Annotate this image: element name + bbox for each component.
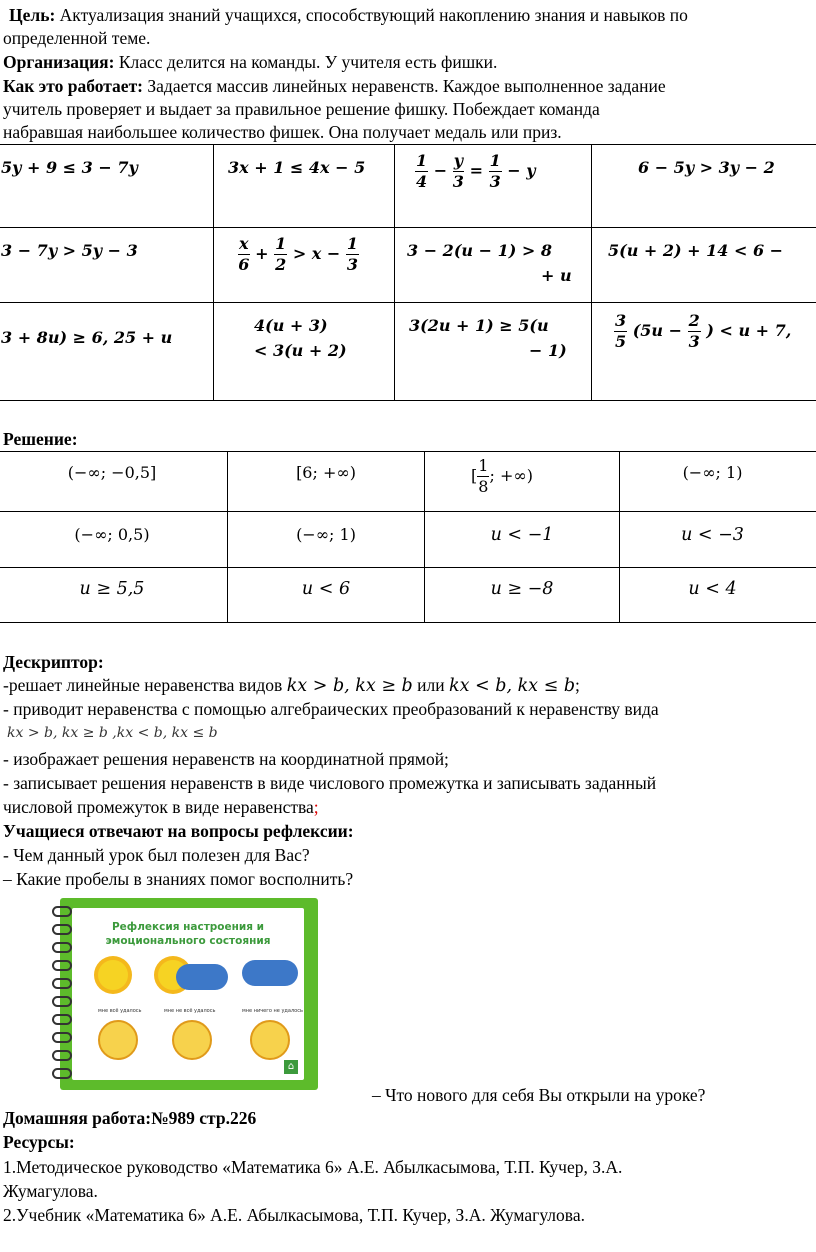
reflection-card <box>72 908 304 1080</box>
solution-cell <box>620 512 816 568</box>
descriptor-label-text: Дескриптор: <box>3 652 104 672</box>
solution-cell <box>228 512 425 568</box>
reflection-question-3: – Что нового для себя Вы открыли на уроке? <box>372 1085 706 1105</box>
descriptor-item-4-line-1: - записывает решения неравенств в виде числового промежутка и записывать заданный <box>3 773 657 793</box>
descriptor-item-1: -решает линейные неравенства видов kx > b, kx ≥ b или kx < b, kx ≤ b; <box>3 675 580 696</box>
solution-value: u < −3 <box>681 525 744 545</box>
goal-label: Цель: <box>9 5 56 25</box>
task-inequality: 6 − 5y > 3y − 2 <box>638 158 775 177</box>
resource-1-line-1: 1.Методическое руководство «Математика 6» А.Е. Абылкасымова, Т.П. Кучер, З.А. <box>3 1157 623 1177</box>
organization-line <box>3 51 497 74</box>
task-cell <box>592 145 816 228</box>
how-line-1 <box>3 75 666 98</box>
binder-ring-icon <box>52 1050 72 1061</box>
sad-face-icon <box>250 1020 290 1060</box>
home-icon[interactable]: ⌂ <box>284 1060 298 1074</box>
solution-value: u ≥ 5,5 <box>79 579 145 599</box>
solution-cell <box>228 452 425 512</box>
reflection-label <box>3 820 354 843</box>
task-cell <box>0 145 214 228</box>
binder-ring-icon <box>52 1068 72 1079</box>
task-inequality-fractions: $\frac{1}{4}$ − $\frac{y}{3}$ = $\frac{1}{3}$ − y <box>416 151 536 191</box>
task-cell <box>395 145 592 228</box>
task-inequality: 5(u + 2) + 14 < 6 − <box>608 241 784 260</box>
solution-cell <box>425 568 620 623</box>
descriptor-item-2: - приводит неравенства с помощью алгебраических преобразований к неравенству вида <box>3 699 659 719</box>
how-line-3: набравшая наибольшее количество фишек. Она получает медаль или приз. <box>3 122 562 142</box>
resources-label <box>3 1131 75 1154</box>
homework-line <box>3 1107 256 1130</box>
reflection-question-2: – Какие пробелы в знаниях помог восполнить? <box>3 869 354 889</box>
solution-value: (−∞; −0,5] <box>67 463 157 482</box>
solution-table <box>0 451 816 623</box>
task-cell <box>395 303 592 401</box>
binder-ring-icon <box>52 960 72 971</box>
solution-value: u < 6 <box>301 579 351 599</box>
task-cell <box>592 303 816 401</box>
task-inequality-fractions: $\frac{x}{6}$ + $\frac{1}{2}$ > x − $\frac{1}{3}$ <box>238 234 359 274</box>
task-inequality: 3x + 1 ≤ 4x − 5 <box>228 158 366 177</box>
tasks-table <box>0 144 816 401</box>
task-inequality <box>214 303 394 363</box>
descriptor-item-2-formula: kx > b, kx ≥ b ,kx < b, kx ≤ b <box>7 725 218 741</box>
solution-cell <box>620 568 816 623</box>
laughing-face-icon <box>98 1020 138 1060</box>
task-inequality: 3 − 7y > 5y − 3 <box>1 241 138 260</box>
goal-line-2: определенной теме. <box>3 28 151 48</box>
resources-label-text: Ресурсы: <box>3 1132 75 1152</box>
reflection-label-text: Учащиеся отвечают на вопросы рефлексии: <box>3 821 354 841</box>
solution-cell <box>0 452 228 512</box>
solution-value: (−∞; 0,5) <box>74 525 150 544</box>
task-inequality <box>395 228 591 288</box>
solution-value: [ $\frac{1}{8}$ ; +∞) <box>471 456 533 496</box>
cloud-icon <box>242 960 298 986</box>
solution-cell <box>425 452 620 512</box>
binder-ring-icon <box>52 906 72 917</box>
sun-icon <box>98 960 128 990</box>
solution-cell <box>228 568 425 623</box>
neutral-face-icon <box>172 1020 212 1060</box>
goal-text: Актуализация знаний учащихся, способствующий накоплению знания и навыков по <box>55 5 688 25</box>
how-label: Как это работает: <box>3 76 143 96</box>
binder-ring-icon <box>52 996 72 1007</box>
binder-ring-icon <box>52 978 72 989</box>
task-inequality: 5y + 9 ≤ 3 − 7y <box>1 158 138 177</box>
goal-line-1 <box>9 4 688 27</box>
how-text-1: Задается массив линейных неравенств. Каждое выполненное задание <box>143 76 666 96</box>
task-inequality: 3 + 8u) ≥ 6, 25 + u <box>1 328 173 347</box>
org-text: Класс делится на команды. У учителя есть фишки. <box>114 52 498 72</box>
mood-caption: мне всё удалось <box>98 1008 142 1014</box>
resource-1-line-2: Жумагулова. <box>3 1181 98 1201</box>
solution-cell <box>425 512 620 568</box>
solution-value: u < −1 <box>490 525 554 545</box>
how-line-2: учитель проверяет и выдает за правильное решение фишку. Побеждает команда <box>3 99 600 119</box>
solution-value: u ≥ −8 <box>490 579 554 599</box>
reflection-question-1: - Чем данный урок был полезен для Вас? <box>3 845 310 865</box>
solution-label <box>3 428 78 451</box>
task-cell <box>214 145 395 228</box>
binder-ring-icon <box>52 1032 72 1043</box>
solution-value: u < 4 <box>688 579 737 599</box>
org-label: Организация: <box>3 52 115 72</box>
task-cell <box>0 303 214 401</box>
reflection-card-title: Рефлексия настроения и эмоционального состояния <box>105 921 271 947</box>
task-cell <box>214 303 395 401</box>
task-line: − 1) <box>529 341 567 360</box>
cloud-icon <box>176 964 228 990</box>
mood-caption: мне не всё удалось <box>164 1008 216 1014</box>
mood-caption: мне ничего не удалось <box>242 1008 303 1014</box>
binder-ring-icon <box>52 1014 72 1025</box>
task-line: < 3(u + 2) <box>254 341 347 360</box>
solution-label-text: Решение: <box>3 429 78 449</box>
task-cell <box>592 228 816 303</box>
binder-ring-icon <box>52 924 72 935</box>
task-cell <box>395 228 592 303</box>
resource-2: 2.Учебник «Математика 6» А.Е. Абылкасымова, Т.П. Кучер, З.А. Жумагулова. <box>3 1205 585 1225</box>
descriptor-item-3: - изображает решения неравенств на координатной прямой; <box>3 749 449 769</box>
task-inequality-fractions: $\frac{3}{5}$ (5u − $\frac{2}{3}$ ) < u + 7, <box>615 311 792 351</box>
solution-cell <box>620 452 816 512</box>
solution-cell <box>0 512 228 568</box>
binder-ring-icon <box>52 942 72 953</box>
solution-value: (−∞; 1) <box>296 525 356 544</box>
task-line: + u <box>541 266 572 285</box>
descriptor-item-4-line-2: числовой промежуток в виде неравенства; <box>3 797 319 817</box>
homework-text: Домашняя работа:№989 стр.226 <box>3 1108 257 1128</box>
task-line: 3(2u + 1) ≥ 5(u <box>409 316 549 335</box>
task-cell <box>0 228 214 303</box>
task-line: 3 − 2(u − 1) > 8 <box>407 241 552 260</box>
task-cell <box>214 228 395 303</box>
task-inequality <box>395 303 591 363</box>
task-line: 4(u + 3) <box>254 316 328 335</box>
solution-cell <box>0 568 228 623</box>
reflection-mood-image <box>60 898 318 1090</box>
solution-value: (−∞; 1) <box>682 463 743 482</box>
solution-value: [6; +∞) <box>296 463 356 482</box>
descriptor-label <box>3 651 104 674</box>
